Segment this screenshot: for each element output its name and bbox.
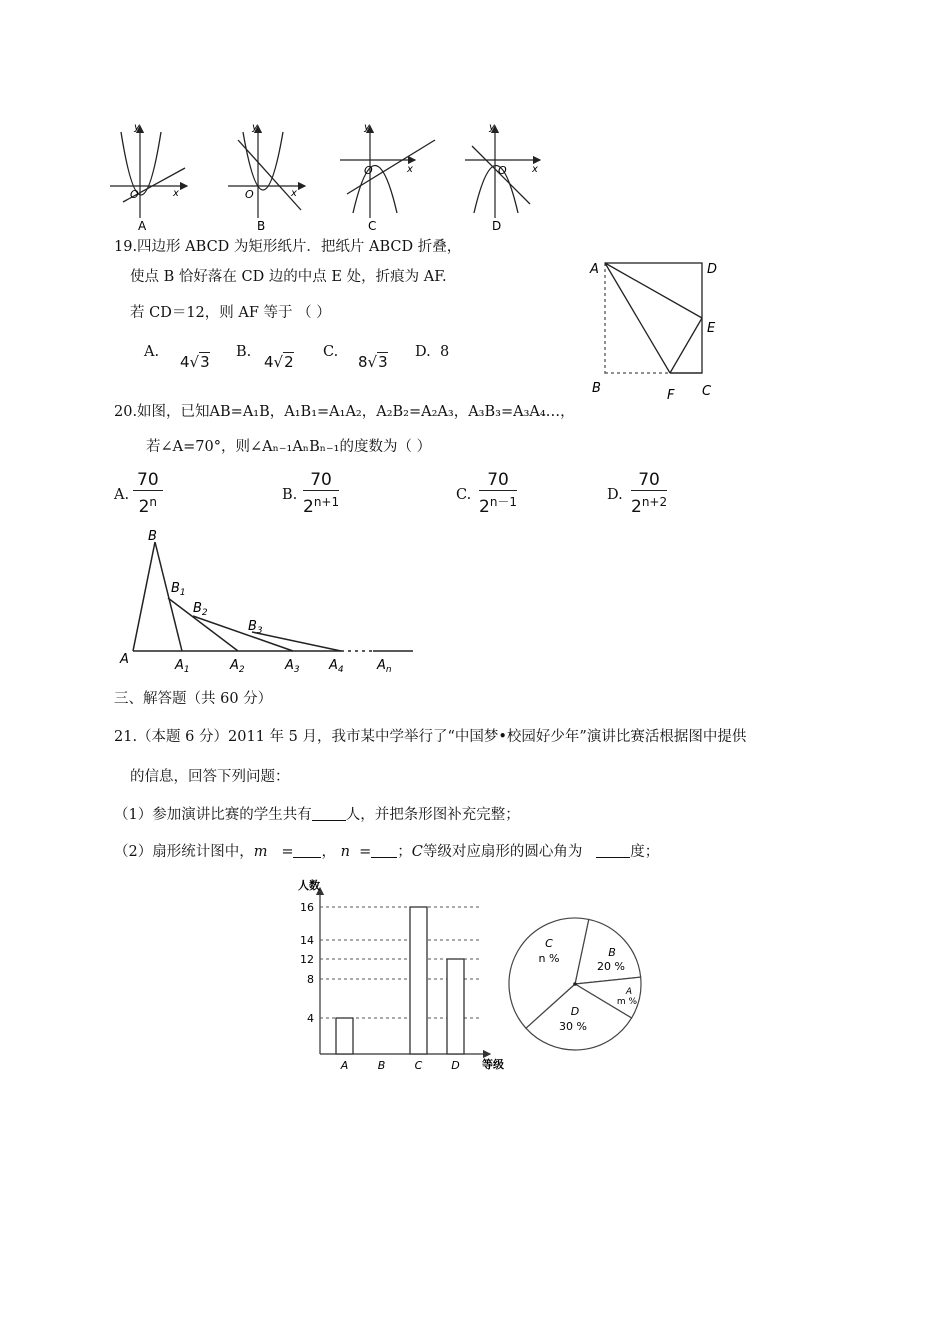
q21-line2: 的信息，回答下列问题： <box>130 769 290 785</box>
bar-xtick-label: B <box>377 1059 386 1072</box>
pie-value-c: n % <box>538 952 560 965</box>
pie-label-d: D <box>570 1005 580 1018</box>
graph-b <box>228 122 305 233</box>
bar-ytick-label: 14 <box>300 934 314 947</box>
graph-a-label: A <box>138 219 147 233</box>
q19-option-a[interactable] <box>144 343 159 361</box>
bar-xtick-label: A <box>340 1059 349 1072</box>
pie-value-a: m % <box>616 997 638 1007</box>
q20-label-b2: $B_2$ <box>193 601 208 618</box>
q19-label-a: A <box>590 262 599 277</box>
q21-line1: 21.（本题 6 分）2011 年 5 月，我市某中学举行了“中国梦•校园好少年”演讲比赛活根据图中提供 <box>114 729 747 745</box>
q20-label-b3: $B_3$ <box>248 619 263 636</box>
graph-a-o: O <box>130 188 139 201</box>
graph-c-x: x <box>407 164 413 175</box>
q21-part2: （2）扇形统计图中，m = ， n = ；C等级对应扇形的圆心角为 度； <box>114 844 660 860</box>
bar-c <box>410 907 427 1054</box>
q21-blank-n[interactable] <box>371 843 397 858</box>
q20-label-b: B <box>148 529 157 544</box>
q20-figure <box>115 526 425 678</box>
graph-d-x: x <box>532 164 538 175</box>
graph-c <box>340 122 435 233</box>
q19-option-a-value: 4√3 <box>180 353 210 371</box>
bar-d <box>447 959 464 1054</box>
q19-line3: 若 CD＝12，则 AF 等于 （ ） <box>130 305 331 321</box>
q20-label-a: A <box>120 652 129 667</box>
graph-a-y: y <box>134 122 140 133</box>
bar-a <box>336 1018 353 1054</box>
q19-line1: 19.四边形 ABCD 为矩形纸片．把纸片 ABCD 折叠， <box>114 239 462 255</box>
q19-label-d: D <box>707 262 718 277</box>
q21-blank-total[interactable] <box>312 806 346 821</box>
q20-label-a4: $A_4$ <box>329 658 344 675</box>
q20-line1: 20.如图，已知AB=A₁B，A₁B₁=A₁A₂，A₂B₂=A₂A₃，A₃B₃=A₃A₄…， <box>114 404 575 420</box>
q19-figure <box>585 255 725 405</box>
graph-b-x: x <box>291 188 297 199</box>
bar-chart <box>290 876 510 1076</box>
bar-chart-xlabel: 等级 <box>482 1058 504 1071</box>
q20-option-d-letter[interactable]: D. <box>607 487 623 503</box>
graph-a <box>110 122 187 233</box>
q20-option-c-frac: 70 $2^{n-1}$ <box>479 470 518 517</box>
q19-label-c: C <box>702 384 712 399</box>
q19-option-b-value: 4√2 <box>264 353 294 371</box>
graph-d-y: y <box>489 122 495 133</box>
q19-label-e: E <box>707 321 716 336</box>
graph-c-o: O <box>364 164 373 177</box>
q20-label-b1: $B_1$ <box>171 581 186 598</box>
q20-option-a-frac: 70 2$^n$ <box>133 470 163 518</box>
q19-line2: 使点 B 恰好落在 CD 边的中点 E 处，折痕为 AF. <box>130 269 447 285</box>
q20-option-d-frac: 70 $2^{n+2}$ <box>631 470 668 517</box>
graph-d-o: O <box>498 164 507 177</box>
pie-label-b: B <box>608 946 616 959</box>
pie-label-a: A <box>625 987 633 997</box>
bar-chart-ylabel: 人数 <box>298 879 320 892</box>
q20-option-b-letter[interactable]: B. <box>282 487 298 503</box>
q19-label-b: B <box>592 381 601 396</box>
graph-c-y: y <box>364 122 370 133</box>
q19-option-a-letter: A. <box>144 344 160 360</box>
q20-option-b-frac: 70 $2^{n+1}$ <box>303 470 340 517</box>
q18-graphs <box>105 118 545 236</box>
graph-b-label: B <box>257 219 266 233</box>
q21-blank-m[interactable] <box>293 843 321 858</box>
q19-option-c-value: 8√3 <box>358 353 388 371</box>
bar-ytick-label: 4 <box>307 1012 314 1025</box>
bar-ytick-label: 12 <box>300 953 314 966</box>
q20-label-an: $A_n$ <box>377 658 392 675</box>
q20-option-c-letter[interactable]: C. <box>456 487 472 503</box>
pie-value-d: 30 % <box>559 1020 587 1033</box>
bar-xtick-label: C <box>414 1059 423 1072</box>
q19-option-c[interactable]: C. <box>323 344 339 360</box>
pie-chart <box>505 914 645 1054</box>
graph-b-o: O <box>245 188 254 201</box>
bar-xtick-label: D <box>451 1059 460 1072</box>
q21-part1: （1）参加演讲比赛的学生共有 人，并把条形图补充完整； <box>114 807 520 823</box>
q20-line2: 若∠A=70°，则∠Aₙ₋₁AₙBₙ₋₁的度数为（ ） <box>146 439 432 455</box>
q20-label-a2: $A_2$ <box>230 658 245 675</box>
graph-a-x: x <box>173 188 179 199</box>
q19-label-f: F <box>667 388 675 403</box>
graph-c-label: C <box>368 219 377 233</box>
q21-blank-angle[interactable] <box>596 843 630 858</box>
section-3-heading: 三、解答题（共 60 分） <box>114 691 273 707</box>
pie-value-b: 20 % <box>597 960 625 973</box>
q20-option-a-letter[interactable]: A. <box>114 487 130 503</box>
pie-center <box>573 982 577 986</box>
bar-ytick-label: 16 <box>300 901 314 914</box>
pie-label-c: C <box>545 937 553 950</box>
q20-label-a1: $A_1$ <box>175 658 190 675</box>
q19-option-d[interactable]: D. 8 <box>415 344 450 360</box>
graph-d <box>465 122 540 233</box>
bar-ytick-label: 8 <box>307 973 314 986</box>
q20-label-a3: $A_3$ <box>285 658 300 675</box>
graph-b-y: y <box>252 122 258 133</box>
q19-option-b[interactable]: B. <box>236 344 252 360</box>
graph-d-label: D <box>492 219 502 233</box>
